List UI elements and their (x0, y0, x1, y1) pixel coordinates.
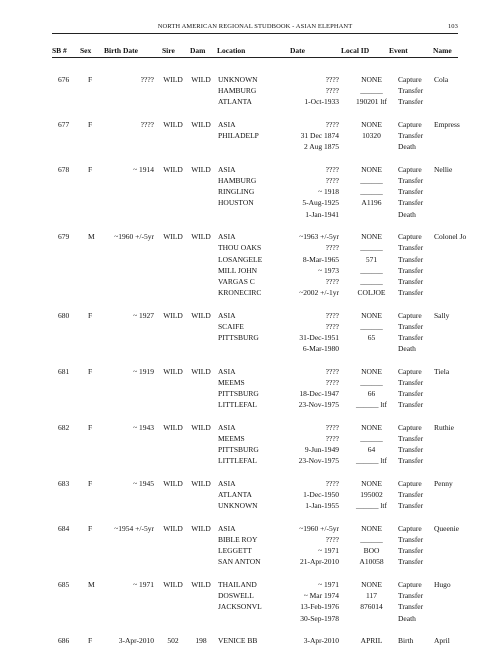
local-id: ______ (360, 265, 383, 275)
record-row (0, 367, 495, 379)
event-type: Transfer (398, 86, 424, 96)
location: ASIA (218, 164, 236, 174)
local-id: ______ (360, 243, 383, 253)
event-type: Transfer (398, 434, 424, 443)
location: ATLANTA (218, 490, 252, 500)
dam: WILD (191, 478, 211, 488)
sex: F (88, 422, 93, 432)
event-date: 30-Sep-1978 (300, 613, 339, 623)
location: THOU OAKS (218, 243, 262, 253)
record-row (0, 636, 495, 648)
event-date: ~2002 +/-1yr (299, 288, 339, 298)
local-id: ______ ltf (355, 501, 388, 511)
local-id: ______ (360, 176, 383, 185)
birth-date: 3-Apr-2010 (118, 636, 154, 645)
event-date: 9-Jun-1949 (304, 445, 339, 455)
sire: WILD (163, 119, 183, 129)
sb-number: 680 (58, 310, 70, 320)
local-id: NONE (361, 579, 382, 589)
animal-name: Cola (434, 75, 449, 84)
sb-number: 676 (58, 75, 70, 84)
event-date: ~ 1973 (318, 265, 339, 275)
dam: WILD (191, 310, 211, 320)
birth-date: ~ 1919 (133, 366, 154, 376)
local-id: NONE (361, 75, 382, 84)
local-id: BOO (363, 546, 380, 556)
event-date: ~ 1971 (318, 546, 339, 556)
event-date: 21-Apr-2010 (299, 557, 339, 567)
record-event-row (0, 266, 495, 278)
event-type: Death (398, 209, 416, 219)
local-id: A1196 (361, 198, 382, 208)
event-type: Transfer (398, 131, 424, 141)
dam: WILD (191, 119, 211, 129)
location: PITTSBURG (218, 445, 259, 455)
record-event-row (0, 255, 495, 267)
record-event-row (0, 434, 495, 446)
local-id: NONE (361, 119, 382, 129)
event-date: ~1960 +/-5yr (299, 523, 339, 533)
event-date: ~ 1971 (318, 579, 339, 589)
local-id: A10058 (359, 557, 384, 567)
record-event-row (0, 198, 495, 210)
event-date: ???? (325, 478, 339, 488)
local-id: 117 (366, 591, 377, 601)
location: PITTSBURG (218, 389, 259, 399)
local-id: ______ (360, 276, 383, 286)
location: SAN ANTON (218, 557, 261, 567)
event-date: ???? (325, 366, 339, 376)
local-id: NONE (361, 422, 382, 432)
col-sex: Sex (80, 46, 92, 55)
event-type: Capture (398, 422, 422, 432)
record-event-row (0, 591, 495, 603)
local-id: APRIL (360, 636, 383, 645)
local-id: ______ ltf (355, 400, 388, 410)
location: PITTSBURG (218, 333, 259, 342)
record-event-row (0, 322, 495, 334)
local-id: 10320 (362, 131, 381, 141)
event-date: 1-Dec-1950 (303, 490, 339, 500)
record-row (0, 311, 495, 323)
animal-name: Colonel Jo (434, 232, 467, 242)
sex: F (88, 636, 93, 645)
record-event-row (0, 456, 495, 468)
animal-name: Queenie (434, 523, 459, 533)
event-type: Transfer (398, 535, 424, 544)
record-event-row (0, 142, 495, 154)
dam: WILD (191, 232, 211, 242)
record-row (0, 75, 495, 87)
sex: M (88, 232, 95, 242)
local-id: 64 (367, 445, 376, 455)
col-dam: Dam (190, 46, 206, 55)
event-date: ???? (325, 164, 339, 174)
record-event-row (0, 557, 495, 569)
col-name: Name (433, 46, 452, 55)
local-id: ______ (360, 434, 383, 443)
event-type: Capture (398, 366, 422, 376)
location: BIBLE ROY (218, 535, 258, 544)
record-event-row (0, 131, 495, 143)
col-sb: SB # (52, 46, 67, 55)
event-date: ~1963 +/-5yr (299, 232, 339, 242)
sire: WILD (163, 523, 183, 533)
local-id: NONE (361, 366, 382, 376)
event-type: Transfer (398, 602, 424, 612)
local-id: NONE (361, 164, 382, 174)
record-event-row (0, 445, 495, 457)
event-type: Transfer (398, 176, 424, 185)
record-event-row (0, 614, 495, 626)
event-date: ???? (325, 377, 339, 387)
event-type: Transfer (398, 501, 424, 511)
event-type: Transfer (398, 456, 424, 466)
local-id: ______ ltf (355, 456, 388, 466)
event-type: Capture (398, 75, 422, 84)
sire: 502 (167, 636, 179, 645)
event-date: ???? (325, 535, 339, 544)
record-event-row (0, 86, 495, 98)
col-date: Date (290, 46, 305, 55)
local-id: ______ (360, 535, 383, 544)
event-type: Transfer (398, 377, 424, 387)
record-event-row (0, 344, 495, 356)
location: ASIA (218, 310, 236, 320)
event-date: 1-Jan-1941 (305, 209, 339, 219)
event-type: Transfer (398, 243, 424, 253)
sb-number: 679 (58, 232, 70, 242)
event-date: ???? (325, 176, 339, 185)
birth-date: ~ 1943 (133, 422, 154, 432)
sire: WILD (163, 478, 183, 488)
record-row (0, 524, 495, 536)
sex: F (88, 119, 93, 129)
record-event-row (0, 501, 495, 513)
record-event-row (0, 97, 495, 109)
local-id: 190201 ltf (355, 97, 388, 107)
record-row (0, 423, 495, 435)
sire: WILD (163, 164, 183, 174)
birth-date: ~1960 +/-5yr (114, 232, 154, 242)
sire: WILD (163, 232, 183, 242)
event-date: 31-Dec-1951 (299, 333, 339, 342)
event-date: ???? (325, 422, 339, 432)
event-date: ???? (325, 86, 339, 96)
event-type: Transfer (398, 400, 424, 410)
event-date: 8-Mar-1965 (302, 254, 339, 264)
birth-date: ~1954 +/-5yr (114, 523, 154, 533)
event-type: Transfer (398, 97, 424, 107)
sb-number: 678 (58, 164, 70, 174)
local-id: ______ (360, 321, 383, 331)
birth-date: ~ 1927 (133, 310, 154, 320)
record-row (0, 120, 495, 132)
location: ASIA (218, 119, 236, 129)
location: ASIA (218, 422, 236, 432)
event-date: 18-Dec-1947 (299, 389, 339, 399)
local-id: 66 (367, 389, 376, 399)
animal-name: Sally (434, 310, 450, 320)
dam: WILD (191, 366, 211, 376)
event-date: 13-Feb-1976 (300, 602, 339, 612)
event-date: ???? (325, 75, 339, 84)
location: LEGGETT (218, 546, 252, 556)
animal-name: Nellie (434, 164, 453, 174)
local-id: ______ (360, 187, 383, 197)
dam: WILD (191, 422, 211, 432)
location: SCAIFE (218, 321, 244, 331)
local-id: NONE (361, 523, 382, 533)
birth-date: ~ 1945 (133, 478, 154, 488)
event-type: Capture (398, 478, 422, 488)
event-date: ~ 1918 (318, 187, 339, 197)
sb-number: 686 (58, 636, 70, 645)
event-type: Transfer (398, 546, 424, 556)
col-birth-date: Birth Date (104, 46, 138, 55)
event-type: Death (398, 142, 416, 152)
location: UNKNOWN (218, 501, 258, 511)
dam: WILD (191, 75, 211, 84)
location: UNKNOWN (218, 75, 258, 84)
event-type: Transfer (398, 254, 424, 264)
col-location: Location (217, 46, 246, 55)
location: VENICE BB (218, 636, 258, 645)
sb-number: 677 (58, 119, 70, 129)
event-type: Transfer (398, 321, 424, 331)
dam: WILD (191, 579, 211, 589)
local-id: NONE (361, 232, 382, 242)
event-date: 5-Aug-1925 (302, 198, 339, 208)
event-type: Capture (398, 232, 422, 242)
record-row (0, 165, 495, 177)
event-type: Transfer (398, 265, 424, 275)
dam: WILD (191, 164, 211, 174)
record-event-row (0, 187, 495, 199)
record-event-row (0, 210, 495, 222)
sex: F (88, 310, 93, 320)
local-id: ______ (360, 86, 383, 96)
studbook-title: NORTH AMERICAN REGIONAL STUDBOOK - ASIAN ELEPHANT (157, 23, 353, 30)
event-date: ???? (325, 310, 339, 320)
col-local-id: Local ID (341, 46, 370, 55)
record-event-row (0, 389, 495, 401)
sex: M (88, 579, 95, 589)
sex: F (88, 366, 93, 376)
col-event: Event (389, 46, 408, 55)
event-type: Transfer (398, 490, 424, 500)
sire: WILD (163, 422, 183, 432)
birth-date: ???? (140, 75, 154, 84)
event-type: Death (398, 613, 416, 623)
local-id: COLJOE (357, 288, 386, 298)
sire: WILD (163, 366, 183, 376)
sire: WILD (163, 579, 183, 589)
dam: WILD (191, 523, 211, 533)
local-id: NONE (361, 478, 382, 488)
event-type: Transfer (398, 187, 424, 197)
sire: WILD (163, 310, 183, 320)
event-date: ???? (325, 434, 339, 443)
record-event-row (0, 378, 495, 390)
animal-name: Tiela (434, 366, 450, 376)
sex: F (88, 478, 93, 488)
event-date: ???? (325, 243, 339, 253)
record-row (0, 232, 495, 244)
location: DOSWELL (218, 591, 254, 601)
location: ASIA (218, 366, 236, 376)
event-date: 2 Aug 1875 (303, 142, 339, 152)
location: VARGAS C (218, 276, 255, 286)
animal-name: Penny (434, 478, 453, 488)
location: KRONECIRC (218, 288, 262, 298)
location: THAILAND (218, 579, 257, 589)
sire: WILD (163, 75, 183, 84)
sex: F (88, 75, 93, 84)
event-date: 31 Dec 1874 (300, 131, 339, 141)
col-sire: Sire (162, 46, 175, 55)
event-type: Capture (398, 119, 422, 129)
event-date: 1-Oct-1933 (304, 97, 339, 107)
event-type: Transfer (398, 591, 424, 601)
event-type: Transfer (398, 445, 424, 455)
record-event-row (0, 535, 495, 547)
event-type: Capture (398, 164, 422, 174)
record-event-row (0, 243, 495, 255)
event-type: Transfer (398, 288, 424, 298)
animal-name: April (434, 636, 450, 645)
record-event-row (0, 288, 495, 300)
animal-name: Ruthie (434, 422, 454, 432)
local-id: 195002 (360, 490, 383, 500)
location: HAMBURG (218, 176, 257, 185)
record-event-row (0, 602, 495, 614)
event-type: Birth (398, 636, 414, 645)
event-date: ???? (325, 276, 339, 286)
event-date: ???? (325, 119, 339, 129)
record-event-row (0, 490, 495, 502)
location: JACKSONVL (218, 602, 262, 612)
location: RINGLING (218, 187, 255, 197)
location: LITTLEFAL (218, 456, 258, 466)
record-event-row (0, 277, 495, 289)
record-event-row (0, 546, 495, 558)
local-id: 65 (367, 333, 376, 342)
event-date: 23-Nov-1975 (298, 400, 339, 410)
local-id: ______ (360, 377, 383, 387)
local-id: 571 (365, 254, 378, 264)
event-type: Transfer (398, 389, 424, 399)
event-date: ~ Mar 1974 (303, 591, 339, 601)
event-date: 1-Jan-1955 (305, 501, 339, 511)
birth-date: ???? (140, 119, 154, 129)
record-row (0, 479, 495, 491)
event-type: Transfer (398, 198, 424, 208)
sex: F (88, 523, 93, 533)
location: MEEMS (218, 434, 245, 443)
sex: F (88, 164, 93, 174)
event-date: 6-Mar-1980 (302, 344, 339, 354)
location: HOUSTON (218, 198, 254, 208)
record-event-row (0, 176, 495, 188)
event-date: ???? (325, 321, 339, 331)
location: ASIA (218, 478, 236, 488)
birth-date: ~ 1914 (133, 164, 154, 174)
event-date: 3-Apr-2010 (303, 636, 339, 645)
sb-number: 684 (58, 523, 70, 533)
event-date: 23-Nov-1975 (298, 456, 339, 466)
event-type: Capture (398, 579, 422, 589)
event-type: Capture (398, 310, 422, 320)
page-number: 103 (447, 23, 458, 30)
record-event-row (0, 400, 495, 412)
event-type: Capture (398, 523, 422, 533)
event-type: Transfer (398, 333, 424, 342)
local-id: NONE (361, 310, 382, 320)
event-type: Death (398, 344, 416, 354)
event-type: Transfer (398, 276, 424, 286)
sb-number: 681 (58, 366, 70, 376)
location: MEEMS (218, 377, 245, 387)
dam: 198 (195, 636, 207, 645)
location: LOSANGELE (218, 254, 263, 264)
sb-number: 685 (58, 579, 70, 589)
location: HAMBURG (218, 86, 257, 96)
sb-number: 683 (58, 478, 70, 488)
location: LITTLEFAL (218, 400, 258, 410)
location: PHILADELP (218, 131, 259, 141)
location: ATLANTA (218, 97, 252, 107)
location: ASIA (218, 232, 236, 242)
record-row (0, 580, 495, 592)
sb-number: 682 (58, 422, 70, 432)
animal-name: Hugo (434, 579, 451, 589)
record-event-row (0, 333, 495, 345)
event-type: Transfer (398, 557, 424, 567)
location: MILL JOHN (218, 265, 258, 275)
location: ASIA (218, 523, 236, 533)
birth-date: ~ 1971 (133, 579, 154, 589)
animal-name: Empress (434, 119, 460, 129)
local-id: 876014 (360, 602, 383, 612)
